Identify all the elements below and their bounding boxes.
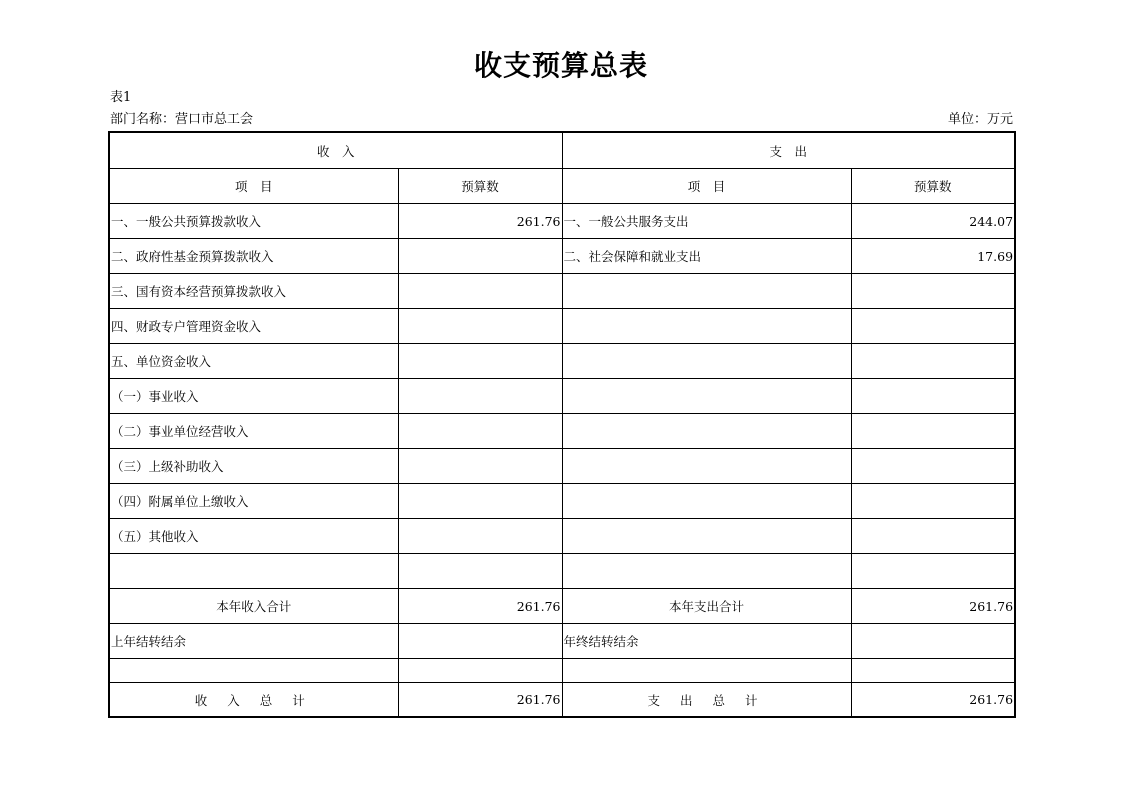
income-amount-header: 预算数 — [398, 169, 562, 204]
expense-item-cell — [562, 519, 851, 554]
expense-amount-cell: 17.69 — [851, 239, 1015, 274]
expense-item-cell — [562, 484, 851, 519]
income-item-cell: （三）上级补助收入 — [109, 449, 398, 484]
grand-total-row — [109, 683, 1015, 718]
income-item-cell: （四）附属单位上缴收入 — [109, 484, 398, 519]
expense-item-header: 项 目 — [562, 169, 851, 204]
grand-total-expense-amount: 261.76 — [851, 683, 1015, 718]
table-row — [109, 449, 1015, 484]
table-row — [109, 274, 1015, 309]
income-amount-cell — [398, 379, 562, 414]
year-total-expense-label: 本年支出合计 — [562, 589, 851, 624]
blank-row — [109, 659, 1015, 683]
income-amount-cell — [398, 414, 562, 449]
carry-over-income-label: 上年结转结余 — [109, 624, 398, 659]
unit-label: 单位：万元 — [947, 112, 1013, 127]
expense-amount-cell — [851, 309, 1015, 344]
expense-item-cell — [562, 344, 851, 379]
expense-item-cell — [562, 274, 851, 309]
expense-section-header: 支 出 — [562, 132, 1015, 169]
blank-income-amount — [398, 659, 562, 683]
income-item-cell: （二）事业单位经营收入 — [109, 414, 398, 449]
income-amount-cell — [398, 519, 562, 554]
expense-amount-cell — [851, 414, 1015, 449]
table-row — [109, 344, 1015, 379]
income-amount-cell — [398, 554, 562, 589]
expense-amount-cell — [851, 344, 1015, 379]
table-number: 表1 — [110, 90, 132, 105]
income-amount-cell — [398, 309, 562, 344]
blank-expense-label — [562, 659, 851, 683]
table-row — [109, 309, 1015, 344]
expense-item-cell: 一、一般公共服务支出 — [562, 204, 851, 239]
table-row — [109, 484, 1015, 519]
income-item-cell: 二、政府性基金预算拨款收入 — [109, 239, 398, 274]
income-item-cell: 一、一般公共预算拨款收入 — [109, 204, 398, 239]
income-amount-cell — [398, 239, 562, 274]
year-total-income-amount: 261.76 — [398, 589, 562, 624]
carry-over-expense-label: 年终结转结余 — [562, 624, 851, 659]
income-item-cell: 四、财政专户管理资金收入 — [109, 309, 398, 344]
expense-amount-cell — [851, 379, 1015, 414]
income-amount-cell — [398, 449, 562, 484]
expense-amount-cell — [851, 484, 1015, 519]
expense-item-cell — [562, 449, 851, 484]
grand-total-income-amount: 261.76 — [398, 683, 562, 718]
table-row — [109, 554, 1015, 589]
income-item-header: 项 目 — [109, 169, 398, 204]
income-item-cell: （五）其他收入 — [109, 519, 398, 554]
income-item-cell: （一）事业收入 — [109, 379, 398, 414]
income-amount-cell — [398, 344, 562, 379]
expense-amount-cell — [851, 274, 1015, 309]
table-row — [109, 379, 1015, 414]
income-amount-cell — [398, 274, 562, 309]
budget-summary-table — [108, 131, 1016, 718]
expense-amount-cell — [851, 554, 1015, 589]
income-amount-cell — [398, 484, 562, 519]
blank-income-label — [109, 659, 398, 683]
income-item-cell — [109, 554, 398, 589]
year-total-income-label: 本年收入合计 — [109, 589, 398, 624]
income-item-cell: 三、国有资本经营预算拨款收入 — [109, 274, 398, 309]
income-amount-cell: 261.76 — [398, 204, 562, 239]
income-section-header: 收 入 — [109, 132, 562, 169]
expense-item-cell — [562, 554, 851, 589]
carry-over-income-amount — [398, 624, 562, 659]
table-row — [109, 204, 1015, 239]
expense-amount-cell — [851, 449, 1015, 484]
column-header-row — [109, 169, 1015, 204]
expense-item-cell — [562, 414, 851, 449]
page-title: 收支预算总表 — [473, 49, 648, 82]
year-total-expense-amount: 261.76 — [851, 589, 1015, 624]
table-row — [109, 414, 1015, 449]
income-item-cell: 五、单位资金收入 — [109, 344, 398, 379]
carry-over-row — [109, 624, 1015, 659]
carry-over-expense-amount — [851, 624, 1015, 659]
grand-total-income-label: 收 入 总 计 — [109, 683, 398, 718]
blank-expense-amount — [851, 659, 1015, 683]
grand-total-expense-label: 支 出 总 计 — [562, 683, 851, 718]
expense-item-cell — [562, 379, 851, 414]
expense-item-cell — [562, 309, 851, 344]
expense-amount-header: 预算数 — [851, 169, 1015, 204]
table-row — [109, 519, 1015, 554]
expense-amount-cell — [851, 519, 1015, 554]
table-row — [109, 239, 1015, 274]
department-name: 部门名称：营口市总工会 — [110, 112, 254, 127]
expense-item-cell: 二、社会保障和就业支出 — [562, 239, 851, 274]
expense-amount-cell: 244.07 — [851, 204, 1015, 239]
section-header-row — [109, 132, 1015, 169]
year-total-row — [109, 589, 1015, 624]
